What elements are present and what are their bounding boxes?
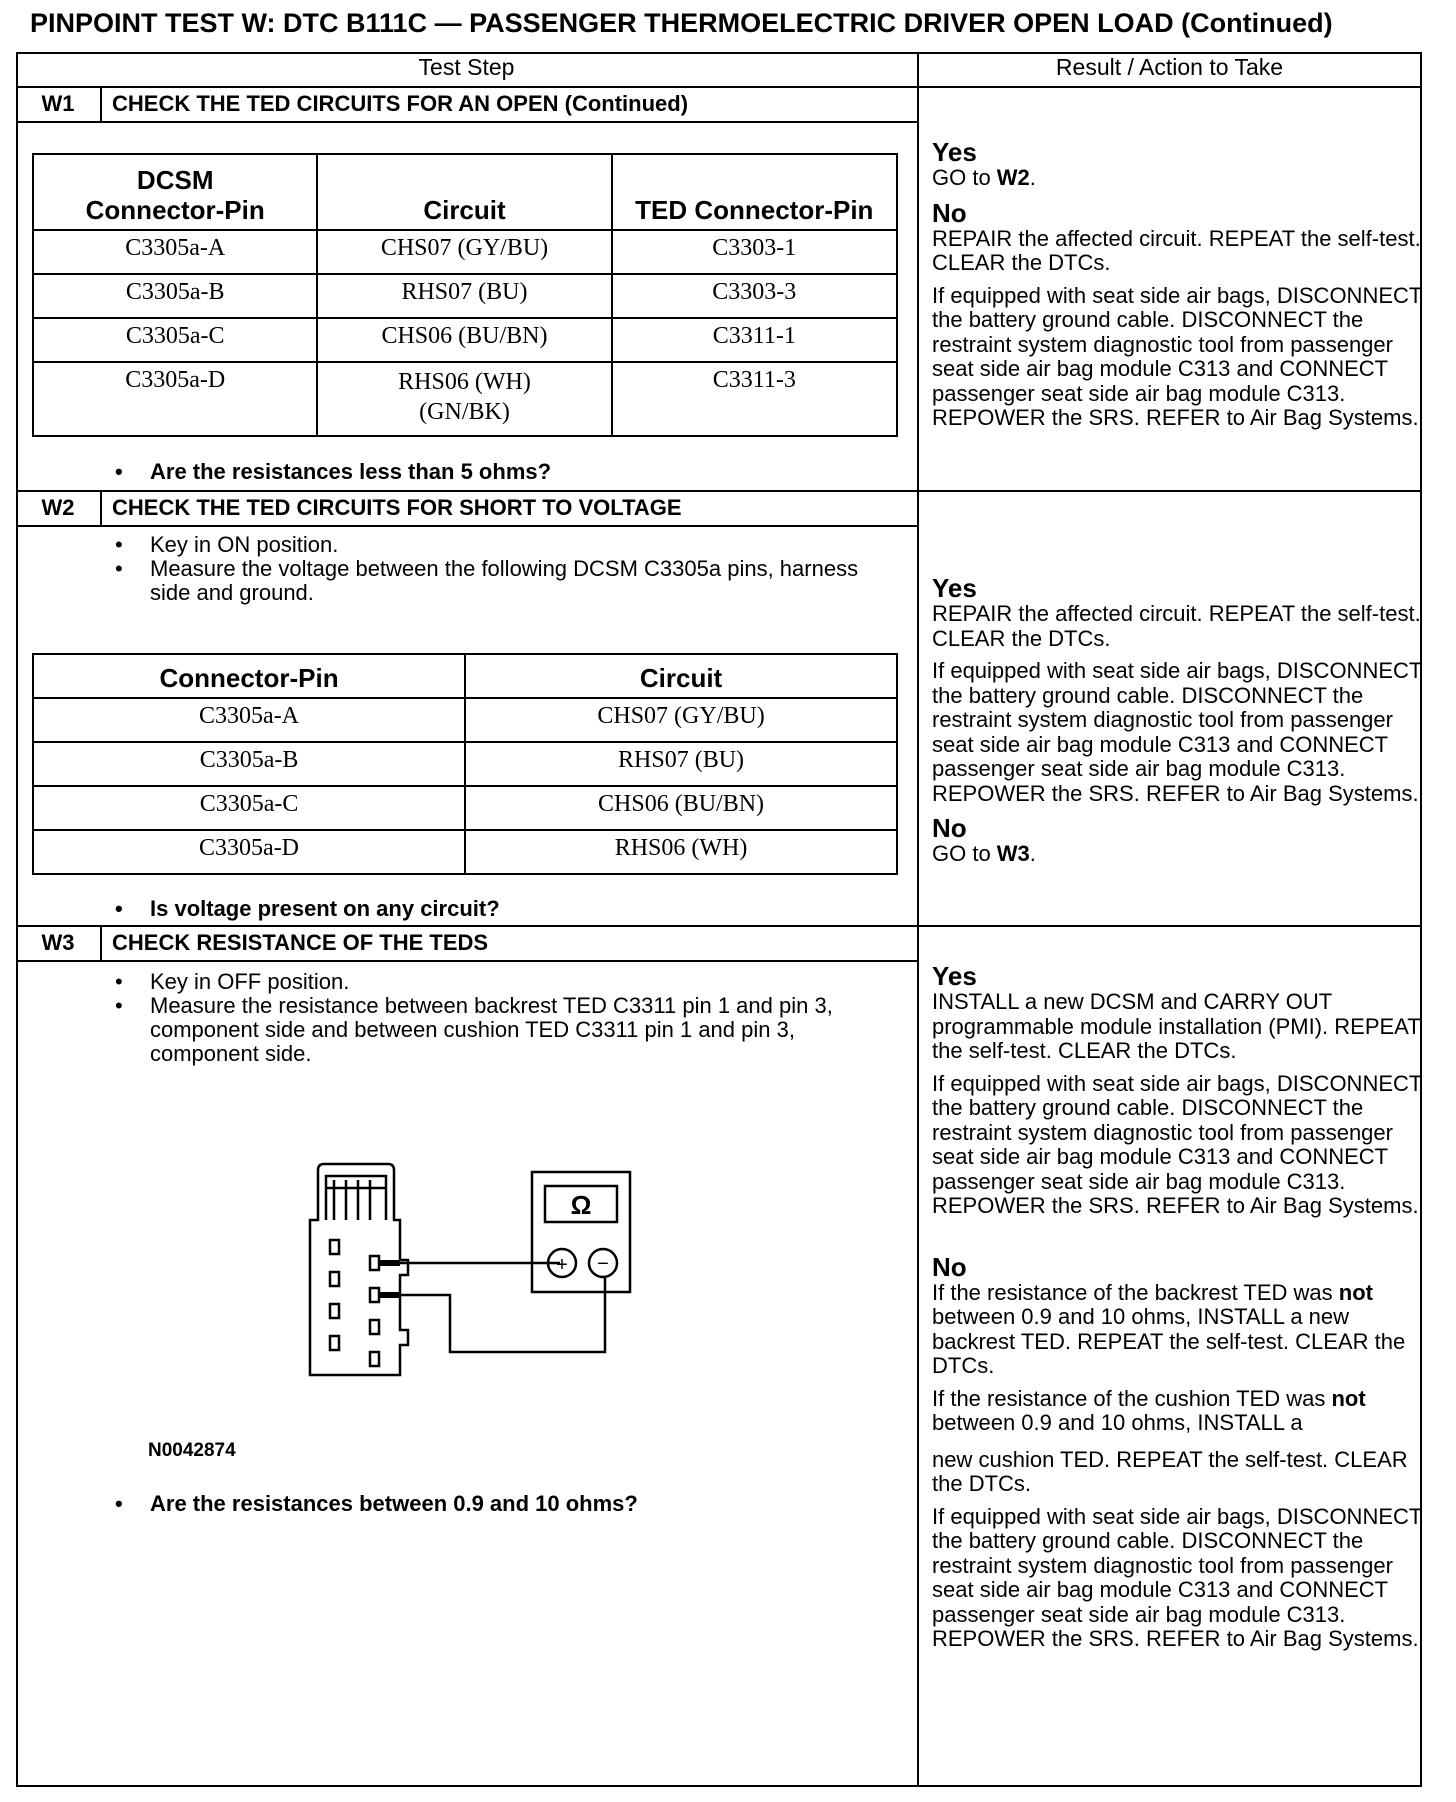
table-cell: C3305a-A (33, 230, 317, 274)
w2-yes-airbag: If equipped with seat side air bags, DISCONNECT the battery ground cable. DISCONNECT the restraint system diagnostic tool from passenger seat side air bag module C313 and CONNECT passenger seat side air bag module C313. REPOWER the SRS. REFER to Air Bag Systems. (932, 658, 1422, 806)
w2-no-text: GO to W3. (932, 841, 1036, 866)
test-leads (380, 1263, 605, 1352)
w1-title-rule (16, 121, 917, 123)
w2-header-connector-pin: Connector-Pin (33, 654, 465, 698)
table-cell: C3305a-D (33, 830, 465, 874)
table-cell: C3311-1 (612, 318, 897, 362)
bullet: • (115, 459, 123, 484)
table-cell: C3305a-D (33, 362, 317, 436)
w2-pin-table (32, 653, 898, 875)
table-cell: C3311-3 (612, 362, 897, 436)
w2-header-circuit: Circuit (465, 654, 897, 698)
w2-results (932, 574, 1422, 875)
table-cell: C3303-1 (612, 230, 897, 274)
w3-no-backrest: If the resistance of the backrest TED was not between 0.9 and 10 ohms, INSTALL a new backrest TED. REPEAT the self-test. CLEAR the DTCs. (932, 1279, 1406, 1378)
table-cell: CHS07 (GY/BU) (465, 698, 897, 742)
w2-yes-heading: Yes (932, 573, 977, 603)
w3-id-divider (100, 925, 102, 960)
w3-yes-text: INSTALL a new DCSM and CARRY OUT programmable module installation (PMI). REPEAT the self-test. CLEAR the DTCs. (932, 989, 1421, 1063)
w1-header-dcsm-pin: DCSM Connector-Pin (33, 154, 317, 230)
minus-terminal-label: − (597, 1253, 609, 1275)
step-title-w3: CHECK RESISTANCE OF THE TEDS (112, 930, 489, 955)
w1-pin-table (32, 153, 898, 437)
table-cell: C3305a-C (33, 786, 465, 830)
w3-yes-heading: Yes (932, 961, 977, 991)
w2-bullet: • Key in ON position. (115, 532, 339, 557)
w3-no-heading: No (932, 1251, 967, 1282)
w2-id-divider (100, 490, 102, 525)
w2-top-rule (16, 490, 1422, 492)
w3-no-cushion-cont: new cushion TED. REPEAT the self-test. CLEAR the DTCs. (932, 1446, 1408, 1496)
column-divider (917, 52, 919, 1787)
w1-results (932, 138, 1422, 439)
connector-icon (310, 1164, 408, 1375)
w3-yes-airbag: If equipped with seat side air bags, DISCONNECT the battery ground cable. DISCONNECT the restraint system diagnostic tool from passenger seat side air bag module C313 and CONNECT passenger seat side air bag module C313. REPOWER the SRS. REFER to Air Bag Systems. (932, 1070, 1422, 1218)
w2-question: • Is voltage present on any circuit? (115, 896, 500, 921)
resistance-test-figure (300, 1160, 640, 1390)
w2-yes-text: REPAIR the affected circuit. REPEAT the self-test. CLEAR the DTCs. (932, 601, 1421, 651)
table-cell: RHS07 (BU) (465, 742, 897, 786)
table-cell: C3305a-B (33, 742, 465, 786)
w3-question: • Are the resistances between 0.9 and 10 ohms? (115, 1491, 638, 1516)
table-cell: C3305a-A (33, 698, 465, 742)
w2-no-heading: No (932, 813, 967, 843)
table-cell: C3305a-C (33, 318, 317, 362)
step-title-w1: CHECK THE TED CIRCUITS FOR AN OPEN (Continued) (112, 91, 689, 116)
w1-id-divider (100, 86, 102, 121)
w2-bullet: • Measure the voltage between the following DCSM C3305a pins, harness side and ground. (115, 556, 859, 605)
table-cell: CHS06 (BU/BN) (317, 318, 611, 362)
column-header-result: Result / Action to Take (1055, 54, 1284, 80)
table-cell: RHS07 (BU) (317, 274, 611, 318)
w3-results (932, 962, 1422, 1660)
step-id-w1: W1 (41, 91, 75, 116)
step-id-w2: W2 (41, 495, 75, 520)
step-id-w3: W3 (41, 930, 75, 955)
table-cell: CHS07 (GY/BU) (317, 230, 611, 274)
w1-header-circuit: Circuit (317, 154, 611, 230)
page-title: PINPOINT TEST W: DTC B111C — PASSENGER THERMOELECTRIC DRIVER OPEN LOAD (Continued) (30, 8, 1333, 38)
table-cell: C3303-3 (612, 274, 897, 318)
table-cell: C3305a-B (33, 274, 317, 318)
w3-no-cushion: If the resistance of the cushion TED was not between 0.9 and 10 ohms, INSTALL a (932, 1385, 1366, 1435)
table-cell: RHS06 (WH) (GN/BK) (317, 362, 611, 436)
w1-no-heading: No (932, 197, 967, 228)
table-cell: RHS06 (WH) (465, 830, 897, 874)
w2-title-rule (16, 525, 917, 527)
w1-no-airbag: If equipped with seat side air bags, DISCONNECT the battery ground cable. DISCONNECT the restraint system diagnostic tool from passenger seat side air bag module C313 and CONNECT passenger seat side air bag module C313. REPOWER the SRS. REFER to Air Bag Systems. (932, 282, 1422, 430)
header-rule (16, 86, 1422, 88)
ohm-symbol: Ω (570, 1190, 592, 1220)
w3-bullet: • Key in OFF position. (115, 969, 350, 994)
w3-top-rule (16, 925, 1422, 927)
column-header-test-step: Test Step (418, 54, 515, 80)
figure-label: N0042874 (148, 1440, 236, 1461)
w1-question: • Are the resistances less than 5 ohms? (115, 459, 552, 484)
w1-header-ted-pin: TED Connector-Pin (612, 154, 897, 230)
plus-terminal-label: + (556, 1254, 568, 1276)
w1-no-text: REPAIR the affected circuit. REPEAT the self-test. CLEAR the DTCs. (932, 225, 1421, 275)
table-cell: CHS06 (BU/BN) (465, 786, 897, 830)
w1-yes-heading: Yes (932, 137, 977, 167)
w3-title-rule (16, 960, 917, 962)
w1-yes-text: GO to W2. (932, 165, 1036, 190)
step-title-w2: CHECK THE TED CIRCUITS FOR SHORT TO VOLTAGE (112, 495, 682, 520)
w3-no-airbag: If equipped with seat side air bags, DISCONNECT the battery ground cable. DISCONNECT the restraint system diagnostic tool from passenger seat side air bag module C313 and CONNECT passenger seat side air bag module C313. REPOWER the SRS. REFER to Air Bag Systems. (932, 1503, 1422, 1651)
w3-bullet: • Measure the resistance between backrest TED C3311 pin 1 and pin 3, component side and between cushion TED C3311 pin 1 and pin 3, component side. (115, 993, 833, 1066)
